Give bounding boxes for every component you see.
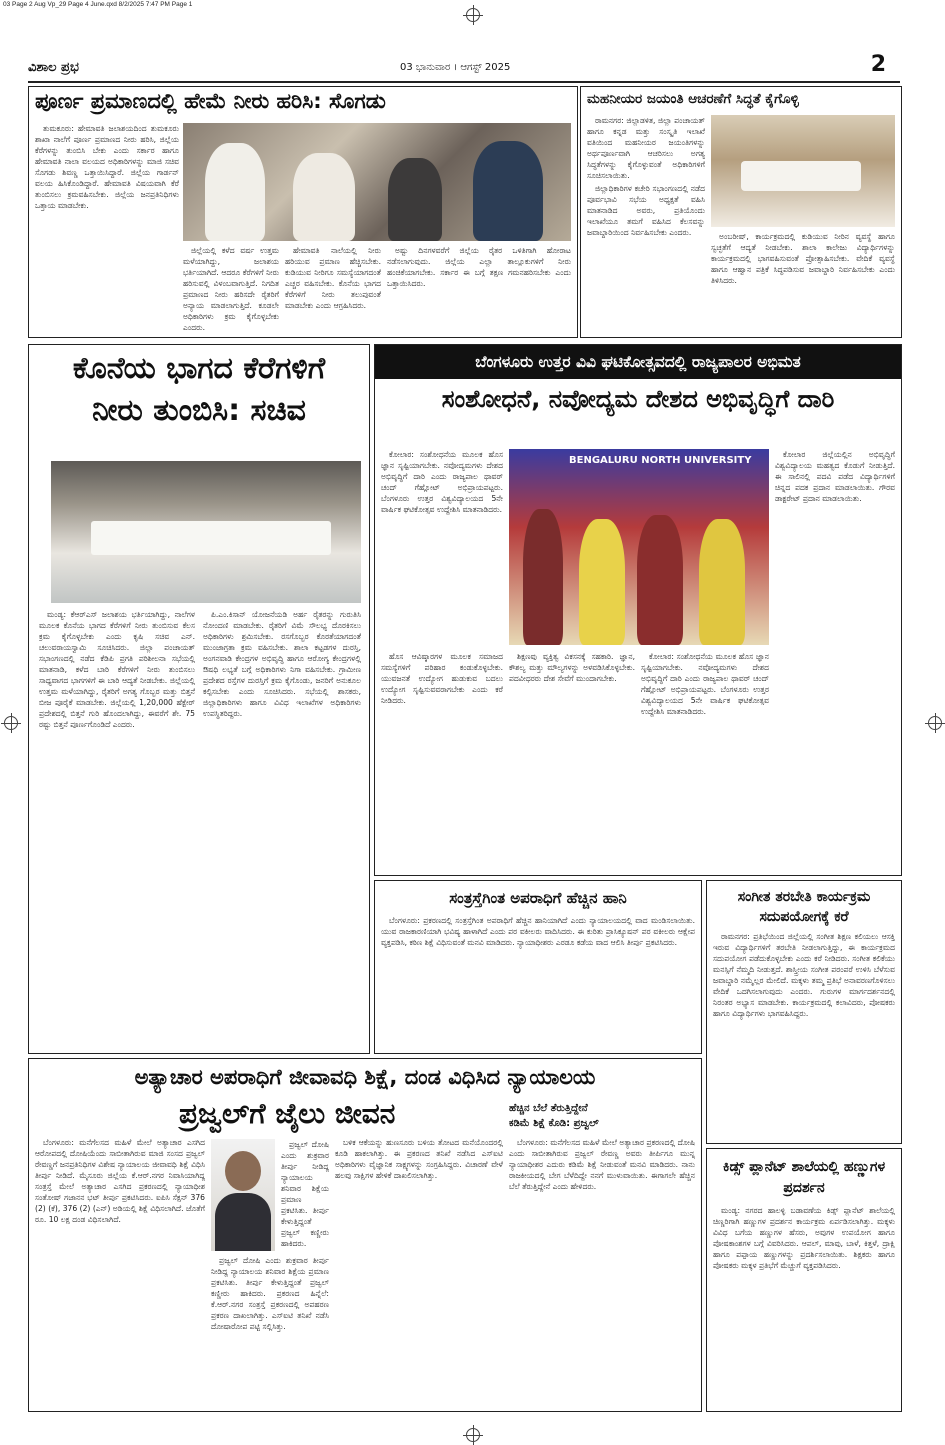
- story-column: ಬೆಂಗಳೂರು: ಮನೆಗೆಲಸದ ಮಹಿಳೆ ಮೇಲೆ ಅತ್ಯಾಚಾರ ಪ್ರಕರಣದಲ್ಲಿ ದೋಷಿ ಎಂದು ಸಾಬೀತಾಗಿರುವ ಪ್ರಜ್ವಲ್ ರೇವಣ್ಣ ಅವರು ತೀರ್ಪಿಗೂ ಮುನ್ನ ನ್ಯಾಯಾಧೀಶರ ಎದುರು ಕಡಿಮೆ ಶಿಕ್ಷೆ ನೀಡುವಂತೆ ಮನವಿ ಮಾಡಿದರು. ನಾನು ರಾಜಕೀಯದಲ್ಲಿ ಬೇಗ ಬೆಳೆದಿದ್ದೇ ನನಗೆ ಮುಳುವಾಯಿತು. ಈಗಾಗಲೇ ಹೆಚ್ಚಿನ ಬೆಲೆ ತೆರುತ್ತಿದ್ದೇನೆ ಎಂದು ಹೇಳಿದರು.: [509, 1138, 695, 1191]
- story-column: ಜಿಲ್ಲೆಯಲ್ಲಿ ಕಳೆದ ವರ್ಷ ಉತ್ತಮ ಮಳೆಯಾಗಿದ್ದು, ಜಲಾಶಯ ಭರ್ತಿಯಾಗಿದೆ. ಆದರೂ ಕೆರೆಗಳಿಗೆ ನೀರು ಹರಿಸುವಲ್ಲಿ ವಿಳಂಬವಾಗುತ್ತಿದೆ. ನಿಗದಿತ ಪ್ರಮಾಣದ ನೀರು ಹರಿಸದೇ ರೈತರಿಗೆ ಅನ್ಯಾಯ ಮಾಡಲಾಗುತ್ತಿದೆ. ಕೂಡಲೇ ಅಧಿಕಾರಿಗಳು ಕ್ರಮ ಕೈಗೊಳ್ಳಬೇಕು ಎಂದರು.: [183, 246, 279, 332]
- story-fruit-exhibition: [706, 1148, 902, 1412]
- story-column: ಹೊಸ ಆವಿಷ್ಕಾರಗಳ ಮೂಲಕ ಸಮಾಜದ ಸಮಸ್ಯೆಗಳಿಗೆ ಪರಿಹಾರ ಕಂಡುಕೊಳ್ಳಬೇಕು. ಯುವಜನತೆ ಉದ್ಯೋಗ ಹುಡುಕುವ ಬದಲು ಉದ್ಯೋಗ ಸೃಷ್ಟಿಸುವವರಾಗಬೇಕು ಎಂದು ಕರೆ ನೀಡಿದರು.: [381, 652, 503, 705]
- kdp-meeting-photo: [51, 461, 361, 603]
- story-column: ಪ್ರಜ್ವಲ್ ದೋಷಿ ಎಂದು ಶುಕ್ರವಾರ ತೀರ್ಪು ನೀಡಿದ್ದ ನ್ಯಾಯಾಲಯ ಶನಿವಾರ ಶಿಕ್ಷೆಯ ಪ್ರಮಾಣ ಪ್ರಕಟಿಸಿತು. ತೀರ್ಪು ಕೇಳುತ್ತಿದ್ದಂತೆ ಪ್ರಜ್ವಲ್ ಕಣ್ಣೀರು ಹಾಕಿದರು.: [281, 1140, 329, 1248]
- story-column: ಕೋಲಾರ: ಸಂಶೋಧನೆಯ ಮೂಲಕ ಹೊಸ ಜ್ಞಾನ ಸೃಷ್ಟಿಯಾಗಬೇಕು. ನವೋದ್ಯಮಗಳು ದೇಶದ ಅಭಿವೃದ್ಧಿಗೆ ದಾರಿ ಎಂದು ರಾಜ್ಯಪಾಲ ಥಾವರ್ ಚಂದ್ ಗೆಹ್ಲೋಟ್ ಅಭಿಪ್ರಾಯಪಟ್ಟರು. ಬೆಂಗಳೂರು ಉತ್ತರ ವಿಶ್ವವಿದ್ಯಾಲಯದ 5ನೇ ವಾರ್ಷಿಕ ಘಟಿಕೋತ್ಸವ ಉದ್ದೇಶಿಸಿ ಮಾತನಾಡಿದರು.: [641, 652, 769, 716]
- issue-date: 03 ಭಾನುವಾರ । ಆಗಸ್ಟ್ 2025: [400, 62, 511, 73]
- headline: ನೀರು ತುಂಬಿಸಿ: ಸಚಿವ: [92, 393, 306, 428]
- story-body: ಬೆಂಗಳೂರು: ಪ್ರಕರಣದಲ್ಲಿ ಸಂತ್ರಸ್ತೆಗಿಂತ ಅಪರಾಧಿಗೆ ಹೆಚ್ಚಿನ ಹಾನಿಯಾಗಿದೆ ಎಂದು ನ್ಯಾಯಾಲಯದಲ್ಲಿ ವಾದ ಮಂಡಿಸಲಾಯಿತು. ಯುವ ರಾಜಕಾರಣಿಯಾಗಿ ಭವಿಷ್ಯ ಹಾಳಾಗಿದೆ ಎಂದು ಪರ ವಕೀಲರು ವಾದಿಸಿದರು. ಈ ಕುರಿತು ಪ್ರಾಸಿಕ್ಯೂಷನ್ ಪರ ವಕೀಲರು ಆಕ್ಷೇಪ ವ್ಯಕ್ತಪಡಿಸಿ, ಕಠಿಣ ಶಿಕ್ಷೆ ವಿಧಿಸುವಂತೆ ಮನವಿ ಮಾಡಿದರು. ನ್ಯಾಯಾಧೀಶರು ಎರಡೂ ಕಡೆಯ ವಾದ ಆಲಿಸಿ ತೀರ್ಪು ಪ್ರಕಟಿಸಿದರು.: [381, 916, 695, 947]
- registration-mark-icon: [466, 8, 480, 22]
- story-column: ಶಿಕ್ಷಣವು ವ್ಯಕ್ತಿತ್ವ ವಿಕಸನಕ್ಕೆ ಸಹಕಾರಿ. ಜ್ಞಾನ, ಕೌಶಲ್ಯ ಮತ್ತು ಮೌಲ್ಯಗಳನ್ನು ಅಳವಡಿಸಿಕೊಳ್ಳಬೇಕು. ಪದವೀಧರರು ದೇಶ ಸೇವೆಗೆ ಮುಂದಾಗಬೇಕು.: [509, 652, 635, 683]
- registration-mark-icon: [4, 716, 18, 730]
- university-banner-text: BENGALURU NORTH UNIVERSITY: [569, 455, 752, 466]
- story-prajwal-verdict: [28, 1058, 702, 1412]
- story-kicker: ಬೆಂಗಳೂರು ಉತ್ತರ ವಿವಿ ಘಟಿಕೋತ್ಸವದಲ್ಲಿ ರಾಜ್ಯಪಾಲರ ಅಭಿಮತ: [375, 345, 901, 379]
- story-column: ಬಳಿಕ ಆಕೆಯನ್ನು ಹುಣಸೂರು ಬಳಿಯ ತೋಟದ ಮನೆಯೊಂದರಲ್ಲಿ ಕೂಡಿ ಹಾಕಲಾಗಿತ್ತು. ಈ ಪ್ರಕರಣದ ತನಿಖೆ ನಡೆಸಿದ ಎಸ್‌ಐಟಿ ಅಧಿಕಾರಿಗಳು ವೈಜ್ಞಾನಿಕ ಸಾಕ್ಷ್ಯಗಳನ್ನು ಸಂಗ್ರಹಿಸಿದ್ದರು. ವಿಚಾರಣೆ ವೇಳೆ ಹಲವು ಸಾಕ್ಷಿಗಳ ಹೇಳಿಕೆ ದಾಖಲಿಸಲಾಗಿತ್ತು.: [335, 1138, 503, 1180]
- headline: ಕಿಡ್ಸ್ ಪ್ಲಾನೆಟ್ ಶಾಲೆಯಲ್ಲಿ ಹಣ್ಣುಗಳ ಪ್ರದರ್ಶನ: [722, 1159, 886, 1196]
- newspaper-name: ವಿಶಾಲ ಪ್ರಭ: [28, 60, 79, 75]
- press-meet-photo: [183, 123, 571, 241]
- registration-mark-icon: [466, 1428, 480, 1442]
- registration-mark-icon: [928, 716, 942, 730]
- page-number: 2: [870, 52, 886, 77]
- meeting-photo: [711, 115, 895, 227]
- story-column: ಅಂಬರೀಷ್, ಕಾರ್ಯಕ್ರಮದಲ್ಲಿ ಕುಡಿಯುವ ನೀರಿನ ವ್ಯವಸ್ಥೆ ಹಾಗೂ ಸ್ವಚ್ಛತೆಗೆ ಆದ್ಯತೆ ನೀಡಬೇಕು. ಶಾಲಾ ಕಾಲೇಜು ವಿದ್ಯಾರ್ಥಿಗಳನ್ನು ಕಾರ್ಯಕ್ರಮದಲ್ಲಿ ಭಾಗವಹಿಸುವಂತೆ ಪ್ರೋತ್ಸಾಹಿಸಬೇಕು. ವೇದಿಕೆ ವ್ಯವಸ್ಥೆ ಹಾಗೂ ಆಹ್ವಾನ ಪತ್ರಿಕೆ ಸಿದ್ಧಪಡಿಸುವ ಜವಾಬ್ದಾರಿ ನಿರ್ವಹಿಸಬೇಕು ಎಂದು ತಿಳಿಸಿದರು.: [711, 232, 895, 285]
- story-column: ಪ್ರಜ್ವಲ್ ದೋಷಿ ಎಂದು ಶುಕ್ರವಾರ ತೀರ್ಪು ನೀಡಿದ್ದ ನ್ಯಾಯಾಲಯ ಶನಿವಾರ ಶಿಕ್ಷೆಯ ಪ್ರಮಾಣ ಪ್ರಕಟಿಸಿತು. ತೀರ್ಪು ಕೇಳುತ್ತಿದ್ದಂತೆ ಪ್ರಜ್ವಲ್ ಕಣ್ಣೀರು ಹಾಕಿದರು. ಪ್ರಕರಣದ ಹಿನ್ನೆಲೆ: ಕೆ.ಆರ್.ನಗರ ಸಂತ್ರಸ್ತೆ ಪ್ರಕರಣದಲ್ಲಿ ಅಪಹರಣ ಪ್ರಕರಣ ದಾಖಲಾಗಿತ್ತು. ಎಸ್‌ಐಟಿ ತನಿಖೆ ನಡೆಸಿ ದೋಷಾರೋಪ ಪಟ್ಟಿ ಸಲ್ಲಿಸಿತ್ತು.: [211, 1256, 329, 1331]
- story-last-tanks: [28, 344, 370, 1054]
- headline: ಸಂತ್ರಸ್ತೆಗಿಂತ ಅಪರಾಧಿಗೆ ಹೆಚ್ಚಿನ ಹಾನಿ: [449, 889, 627, 907]
- story-jayanti-preparation: [580, 86, 902, 338]
- subheadline: ಪ್ರಜ್ವಲ್‌ಗೆ ಜೈಲು ಜೀವನ: [179, 1097, 396, 1130]
- masthead-rule: [28, 81, 900, 83]
- story-column: ಪಿ.ಎಂ.ಕಿಸಾನ್ ಯೋಜನೆಯಡಿ ಅರ್ಹ ರೈತರನ್ನು ಗುರುತಿಸಿ ನೋಂದಣಿ ಮಾಡಬೇಕು. ರೈತರಿಗೆ ವಿಮೆ ಸೌಲಭ್ಯ ದೊರಕಿಸಲು ಅಧಿಕಾರಿಗಳು ಶ್ರಮಿಸಬೇಕು. ರಸಗೊಬ್ಬರ ಕೊರತೆಯಾಗದಂತೆ ಮುಂಜಾಗ್ರತಾ ಕ್ರಮ ವಹಿಸಬೇಕು. ಶಾಲಾ ಕಟ್ಟಡಗಳ ದುರಸ್ತಿ, ಅಂಗನವಾಡಿ ಕೇಂದ್ರಗಳ ಅಭಿವೃದ್ಧಿ ಹಾಗೂ ಆರೋಗ್ಯ ಕೇಂದ್ರಗಳಲ್ಲಿ ಔಷಧಿ ಲಭ್ಯತೆ ಬಗ್ಗೆ ಅಧಿಕಾರಿಗಳು ನಿಗಾ ವಹಿಸಬೇಕು. ಗ್ರಾಮೀಣ ಪ್ರದೇಶದ ರಸ್ತೆಗಳ ದುರಸ್ತಿಗೆ ಕ್ರಮ ಕೈಗೊಂಡು, ಜನರಿಗೆ ಅನುಕೂಲ ಕಲ್ಪಿಸಬೇಕು ಎಂದು ಸೂಚಿಸಿದರು. ಸಭೆಯಲ್ಲಿ ಶಾಸಕರು, ಜಿಲ್ಲಾಧಿಕಾರಿಗಳು ಹಾಗೂ ವಿವಿಧ ಇಲಾಖೆಗಳ ಅಧಿಕಾರಿಗಳು ಉಪಸ್ಥಿತರಿದ್ದರು.: [203, 610, 361, 718]
- story-body: ರಾಮನಗರ: ಪ್ರತಿಭೆಯಿಂದ ಜಿಲ್ಲೆಯಲ್ಲಿ ಸಂಗೀತ ಶಿಕ್ಷಣ ಕಲಿಯಲು ಆಸಕ್ತಿ ಇರುವ ವಿದ್ಯಾರ್ಥಿಗಳಿಗೆ ತರಬೇತಿ ನೀಡಲಾಗುತ್ತಿದ್ದು, ಈ ಕಾರ್ಯಕ್ರಮದ ಸದುಪಯೋಗ ಪಡೆದುಕೊಳ್ಳಬೇಕು ಎಂದು ಕರೆ ನೀಡಿದರು. ಸಂಗೀತ ಕಲಿಕೆಯು ಮನಸ್ಸಿಗೆ ನೆಮ್ಮದಿ ನೀಡುತ್ತದೆ. ಶಾಸ್ತ್ರೀಯ ಸಂಗೀತ ಪರಂಪರೆ ಉಳಿಸಿ ಬೆಳೆಸುವ ಜವಾಬ್ದಾರಿ ನಮ್ಮೆಲ್ಲರ ಮೇಲಿದೆ. ಮಕ್ಕಳು ತಮ್ಮ ಪ್ರತಿಭೆ ಅನಾವರಣಗೊಳಿಸಲು ವೇದಿಕೆ ಒದಗಿಸಲಾಗುವುದು ಎಂದರು. ಗುರುಗಳ ಮಾರ್ಗದರ್ಶನದಲ್ಲಿ ನಿರಂತರ ಅಭ್ಯಾಸ ಮಾಡಬೇಕು. ಕಾರ್ಯಕ್ರಮದಲ್ಲಿ ಕಲಾವಿದರು, ಪೋಷಕರು ಹಾಗೂ ವಿದ್ಯಾರ್ಥಿಗಳು ಭಾಗವಹಿಸಿದ್ದರು.: [713, 932, 895, 1018]
- print-file-info: 03 Page 2 Aug Vp_29 Page 4 June.qxd 8/2/2025 7:47 PM Page 1: [3, 1, 193, 8]
- story-body: ಮಂಡ್ಯ: ನಗರದ ಹಾಲಳ್ಳಿ ಬಡಾವಣೆಯ ಕಿಡ್ಸ್ ಪ್ಲಾನೆಟ್ ಶಾಲೆಯಲ್ಲಿ ಚಿಣ್ಣರಿಗಾಗಿ ಹಣ್ಣುಗಳ ಪ್ರದರ್ಶನ ಕಾರ್ಯಕ್ರಮ ಏರ್ಪಡಿಸಲಾಗಿತ್ತು. ಮಕ್ಕಳು ವಿವಿಧ ಬಗೆಯ ಹಣ್ಣುಗಳ ಹೆಸರು, ಅವುಗಳ ಉಪಯೋಗ ಹಾಗೂ ಪೋಷಕಾಂಶಗಳ ಬಗ್ಗೆ ವಿವರಿಸಿದರು. ಆಪಲ್, ಮಾವು, ಬಾಳೆ, ಕಿತ್ತಳೆ, ದ್ರಾಕ್ಷಿ ಹಾಗೂ ಪಪ್ಪಾಯ ಹಣ್ಣುಗಳನ್ನು ಪ್ರದರ್ಶಿಸಲಾಯಿತು. ಶಿಕ್ಷಕರು ಹಾಗೂ ಪೋಷಕರು ಮಕ್ಕಳ ಪ್ರತಿಭೆಗೆ ಮೆಚ್ಚುಗೆ ವ್ಯಕ್ತಪಡಿಸಿದರು.: [713, 1206, 895, 1270]
- story-hema-water: [28, 86, 578, 338]
- prajwal-portrait-photo: [211, 1139, 275, 1251]
- story-column: ಬೆಂಗಳೂರು: ಮನೆಗೆಲಸದ ಮಹಿಳೆ ಮೇಲೆ ಅತ್ಯಾಚಾರ ಎಸಗಿದ ಆರೋಪದಲ್ಲಿ ದೋಷಿಯೆಂದು ಸಾಬೀತಾಗಿರುವ ಮಾಜಿ ಸಂಸದ ಪ್ರಜ್ವಲ್ ರೇವಣ್ಣಗೆ ಜನಪ್ರತಿನಿಧಿಗಳ ವಿಶೇಷ ನ್ಯಾಯಾಲಯ ಜೀವಾವಧಿ ಶಿಕ್ಷೆ ವಿಧಿಸಿ ತೀರ್ಪು ನೀಡಿದೆ. ಮೈಸೂರು ಜಿಲ್ಲೆಯ ಕೆ.ಆರ್.ನಗರ ನಿವಾಸಿಯಾಗಿದ್ದ ಸಂತ್ರಸ್ತೆ ಮೇಲೆ ಅತ್ಯಾಚಾರ ಎಸಗಿದ ಪ್ರಕರಣದಲ್ಲಿ ನ್ಯಾಯಾಧೀಶ ಸಂತೋಷ್ ಗಜಾನನ ಭಟ್ ತೀರ್ಪು ಪ್ರಕಟಿಸಿದರು. ಐಪಿಸಿ ಸೆಕ್ಷನ್ 376 (2) (ಕೆ), 376 (2) (ಎನ್) ಅಡಿಯಲ್ಲಿ ಶಿಕ್ಷೆ ವಿಧಿಸಲಾಗಿದೆ. ಜೊತೆಗೆ ರೂ. 10 ಲಕ್ಷ ದಂಡ ವಿಧಿಸಲಾಗಿದೆ.: [35, 1138, 205, 1224]
- side-note: [509, 1101, 695, 1131]
- story-column: ಕೋಲಾರ ಜಿಲ್ಲೆಯಲ್ಲಿನ ಅಭಿವೃದ್ಧಿಗೆ ವಿಶ್ವವಿದ್ಯಾಲಯ ಮಹತ್ವದ ಕೊಡುಗೆ ನೀಡುತ್ತಿದೆ. ಈ ಸಾಲಿನಲ್ಲಿ ಪದವಿ ಪಡೆದ ವಿದ್ಯಾರ್ಥಿಗಳಿಗೆ ಚಿನ್ನದ ಪದಕ ಪ್ರದಾನ ಮಾಡಲಾಯಿತು. ಗೌರವ ಡಾಕ್ಟರೇಟ್ ಪ್ರದಾನ ಮಾಡಲಾಯಿತು.: [775, 450, 895, 503]
- story-column: ಅಷ್ಟು ದಿನಗಳವರೆಗೆ ಜಿಲ್ಲೆಯ ರೈತರ ಒಳಿತಿಗಾಗಿ ಹೋರಾಟ ನಡೆಸಲಾಗುವುದು. ಜಿಲ್ಲೆಯ ಎಲ್ಲಾ ತಾಲ್ಲೂಕುಗಳಿಗೆ ನೀರು ಹಂಚಿಕೆಯಾಗಬೇಕು. ಸರ್ಕಾರ ಈ ಬಗ್ಗೆ ತಕ್ಷಣ ಗಮನಹರಿಸಬೇಕು ಎಂದು ಒತ್ತಾಯಿಸಿದರು.: [387, 246, 571, 288]
- story-convocation: [374, 344, 902, 876]
- convocation-photo: [509, 449, 769, 645]
- story-column: ರಾಮನಗರ: ಜಿಲ್ಲಾಡಳಿತ, ಜಿಲ್ಲಾ ಪಂಚಾಯತ್ ಹಾಗೂ ಕನ್ನಡ ಮತ್ತು ಸಂಸ್ಕೃತಿ ಇಲಾಖೆ ವತಿಯಿಂದ ಮಹನೀಯರ ಜಯಂತಿಗಳನ್ನು ಅರ್ಥಪೂರ್ಣವಾಗಿ ಆಚರಿಸಲು ಅಗತ್ಯ ಸಿದ್ಧತೆಗಳನ್ನು ಕೈಗೊಳ್ಳುವಂತೆ ಅಧಿಕಾರಿಗಳಿಗೆ ಸೂಚಿಸಲಾಯಿತು. ಜಿಲ್ಲಾಧಿಕಾರಿಗಳ ಕಚೇರಿ ಸಭಾಂಗಣದಲ್ಲಿ ನಡೆದ ಪೂರ್ವಭಾವಿ ಸಭೆಯ ಅಧ್ಯಕ್ಷತೆ ವಹಿಸಿ ಮಾತನಾಡಿದ ಅವರು, ಪ್ರತಿಯೊಂದು ಇಲಾಖೆಯೂ ತಮಗೆ ವಹಿಸಿದ ಕೆಲಸವನ್ನು ಜವಾಬ್ದಾರಿಯಿಂದ ನಿರ್ವಹಿಸಬೇಕು ಎಂದರು.: [587, 116, 705, 237]
- side-note-line: ಕಡಿಮೆ ಶಿಕ್ಷೆ ಕೊಡಿ: ಪ್ರಜ್ವಲ್: [509, 1118, 599, 1129]
- headline: ಸಂಶೋಧನೆ, ನವೋದ್ಯಮ ದೇಶದ ಅಭಿವೃದ್ಧಿಗೆ ದಾರಿ: [441, 385, 835, 413]
- story-column: ತುಮಕೂರು: ಹೇಮಾವತಿ ಜಲಾಶಯದಿಂದ ತುಮಕೂರು ಶಾಖಾ ನಾಲೆಗೆ ಪೂರ್ಣ ಪ್ರಮಾಣದ ನೀರು ಹರಿಸಿ, ಜಿಲ್ಲೆಯ ಕೆರೆಗಳನ್ನು ತುಂಬಿಸಿ ಬೇಕು ಎಂದು ಸರ್ಕಾರ ಹಾಗೂ ಹೇಮಾವತಿ ನಾಲಾ ವಲಯದ ಅಧಿಕಾರಿಗಳನ್ನು ಮಾಜಿ ಸಚಿವ ಸೊಗಡು ಶಿವಣ್ಣ ಒತ್ತಾಯಿಸಿದ್ದಾರೆ. ಜಿಲ್ಲೆಯ ಗಾರ್ಡನ್ ವಲಯ ಹಿಸಿಕೊಂಡಿದ್ದಾರೆ. ಹೇಮಾವತಿ ವಿಷಯವಾಗಿ ಕೆರೆ ತುಂಬಿಸಲು ಕ್ರಮವಹಿಸಬೇಕು. ಜಿಲ್ಲೆಯ ಜನಪ್ರತಿನಿಧಿಗಳು ಒತ್ತಾಯ ಮಾಡಬೇಕು.: [35, 124, 179, 210]
- story-column: ಹೇಮಾವತಿ ನಾಲೆಯಲ್ಲಿ ನೀರು ಹರಿಯುವ ಪ್ರಮಾಣ ಹೆಚ್ಚಿಸಬೇಕು. ಕುಡಿಯುವ ನೀರಿಗೂ ಸಮಸ್ಯೆಯಾಗದಂತೆ ಎಚ್ಚರ ವಹಿಸಬೇಕು. ಕೊನೆಯ ಭಾಗದ ಕೆರೆಗಳಿಗೆ ನೀರು ತಲುಪುವಂತೆ ಮಾಡಬೇಕು ಎಂದು ಆಗ್ರಹಿಸಿದರು.: [285, 246, 381, 310]
- story-column: ಕೋಲಾರ: ಸಂಶೋಧನೆಯ ಮೂಲಕ ಹೊಸ ಜ್ಞಾನ ಸೃಷ್ಟಿಯಾಗಬೇಕು. ನವೋದ್ಯಮಗಳು ದೇಶದ ಅಭಿವೃದ್ಧಿಗೆ ದಾರಿ ಎಂದು ರಾಜ್ಯಪಾಲ ಥಾವರ್ ಚಂದ್ ಗೆಹ್ಲೋಟ್ ಅಭಿಪ್ರಾಯಪಟ್ಟರು. ಬೆಂಗಳೂರು ಉತ್ತರ ವಿಶ್ವವಿದ್ಯಾಲಯದ 5ನೇ ವಾರ್ಷಿಕ ಘಟಿಕೋತ್ಸವ ಉದ್ದೇಶಿಸಿ ಮಾತನಾಡಿದರು.: [381, 450, 503, 514]
- headline: ಅತ್ಯಾಚಾರ ಅಪರಾಧಿಗೆ ಜೀವಾವಧಿ ಶಿಕ್ಷೆ, ದಂಡ ವಿಧಿಸಿದ ನ್ಯಾಯಾಲಯ: [134, 1065, 596, 1089]
- story-victim-harm: [374, 880, 702, 1054]
- headline: ಸಂಗೀತ ತರಬೇತಿ ಕಾರ್ಯಕ್ರಮ ಸದುಪಯೋಗಕ್ಕೆ ಕರೆ: [737, 889, 871, 925]
- headline: ಮಹನೀಯರ ಜಯಂತಿ ಆಚರಣೆಗೆ ಸಿದ್ಧತೆ ಕೈಗೊಳ್ಳಿ: [587, 91, 799, 107]
- headline: ಕೊನೆಯ ಭಾಗದ ಕೆರೆಗಳಿಗೆ: [72, 351, 326, 386]
- headline: ಪೂರ್ಣ ಪ್ರಮಾಣದಲ್ಲಿ ಹೇಮೆ ನೀರು ಹರಿಸಿ: ಸೊಗಡು: [35, 89, 386, 113]
- side-note-line: ಹೆಚ್ಚಿನ ಬೆಲೆ ತೆರುತ್ತಿದ್ದೇನೆ: [509, 1103, 588, 1114]
- masthead: [28, 52, 898, 80]
- story-music-training: [706, 880, 902, 1144]
- story-column: ಮಂಡ್ಯ: ಕೆಆರ್‌ಎಸ್ ಜಲಾಶಯ ಭರ್ತಿಯಾಗಿದ್ದು, ನಾಲೆಗಳ ಮೂಲಕ ಕೊನೆಯ ಭಾಗದ ಕೆರೆಗಳಿಗೆ ನೀರು ತುಂಬಿಸುವ ಕೆಲಸ ಕ್ರಮ ಕೈಗೊಳ್ಳಬೇಕು ಎಂದು ಕೃಷಿ ಸಚಿವ ಎನ್. ಚಲುವರಾಯಸ್ವಾಮಿ ಸೂಚಿಸಿದರು. ಜಿಲ್ಲಾ ಪಂಚಾಯತ್ ಸಭಾಂಗಣದಲ್ಲಿ ನಡೆದ ಕೆಡಿಪಿ ಪ್ರಗತಿ ಪರಿಶೀಲನಾ ಸಭೆಯಲ್ಲಿ ಮಾತನಾಡಿ, ಕಳೆದ ಬಾರಿ ಕೆರೆಗಳಿಗೆ ನೀರು ತುಂಬಿಸಲು ಸಾಧ್ಯವಾಗದ ಭಾಗಗಳಿಗೆ ಈ ಬಾರಿ ಆದ್ಯತೆ ನೀಡಬೇಕು. ಜಿಲ್ಲೆಯಲ್ಲಿ ಉತ್ತಮ ಮಳೆಯಾಗಿದ್ದು, ರೈತರಿಗೆ ಅಗತ್ಯ ಗೊಬ್ಬರ ಮತ್ತು ಬಿತ್ತನೆ ಬೀಜ ಪೂರೈಕೆ ಮಾಡಬೇಕು. ಜಿಲ್ಲೆಯಲ್ಲಿ 1,20,000 ಹೆಕ್ಟೇರ್ ಪ್ರದೇಶದಲ್ಲಿ ಬಿತ್ತನೆ ಗುರಿ ಹೊಂದಲಾಗಿದ್ದು, ಈವರೆಗೆ ಶೇ. 75 ರಷ್ಟು ಬಿತ್ತನೆ ಪೂರ್ಣಗೊಂಡಿದೆ ಎಂದರು.: [39, 610, 195, 729]
